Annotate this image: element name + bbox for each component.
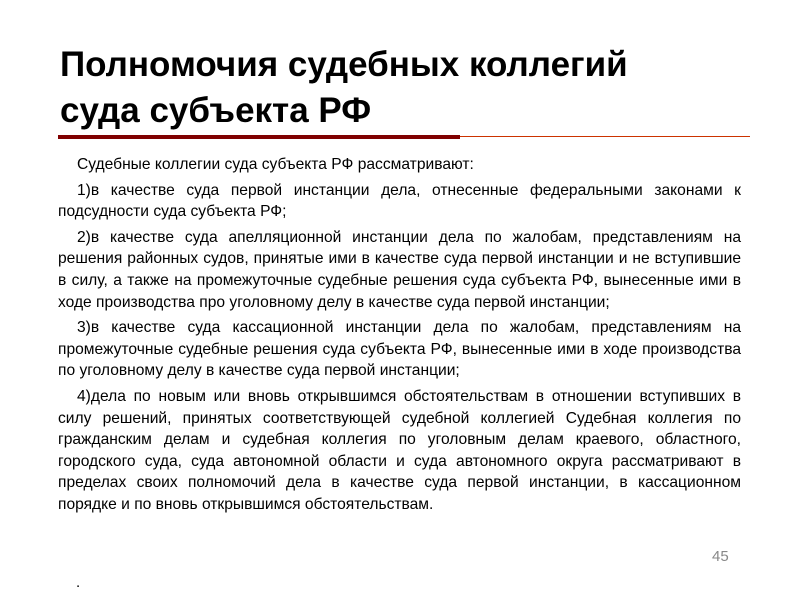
- body-paragraph-item-3: 3)в качестве суда кассационной инстанции дела по жалобам, представлениям на промежуточные судебные решения суда субъекта РФ, вынесенные ими в ходе производства по уголовному делу в качестве суда первой инстанции;: [58, 319, 741, 380]
- slide-title: Полномочия судебных коллегий суда субъекта РФ: [60, 45, 628, 130]
- page-number: 45: [712, 548, 729, 565]
- body-paragraph-item-1: 1)в качестве суда первой инстанции дела, отнесенные федеральными законами к подсудности суда субъекта РФ;: [58, 181, 741, 221]
- footer-mark: .: [76, 574, 81, 591]
- title-underline-light: [460, 136, 750, 137]
- body-paragraph-item-4: 4)дела по новым или вновь открывшимся обстоятельствам в отношении вступивших в силу решений, принятых соответствующей судебной коллегией Судебная коллегия по гражданским делам и судебная коллегия по уголовным делам краевого, областного, городского суда, суда автономной области и суда автономного округа рассматривают в пределах своих полномочий дела в качестве суда первой инстанции, в кассационном порядке и по вновь открывшимся обстоятельствам.: [58, 387, 741, 513]
- title-underline-dark: [58, 135, 460, 139]
- body-paragraph-intro: Судебные коллегии суда субъекта РФ рассматривают:: [77, 156, 474, 173]
- slide-body: [58, 154, 741, 520]
- body-paragraph-item-2: 2)в качестве суда апелляционной инстанции дела по жалобам, представлениям на решения районных судов, принятые ими в качестве суда первой инстанции и не вступившие в силу, а также на промежуточные судебные решения суда субъекта РФ, вынесенные ими в ходе производства про уголовному делу в качестве суда первой инстанции;: [58, 228, 741, 311]
